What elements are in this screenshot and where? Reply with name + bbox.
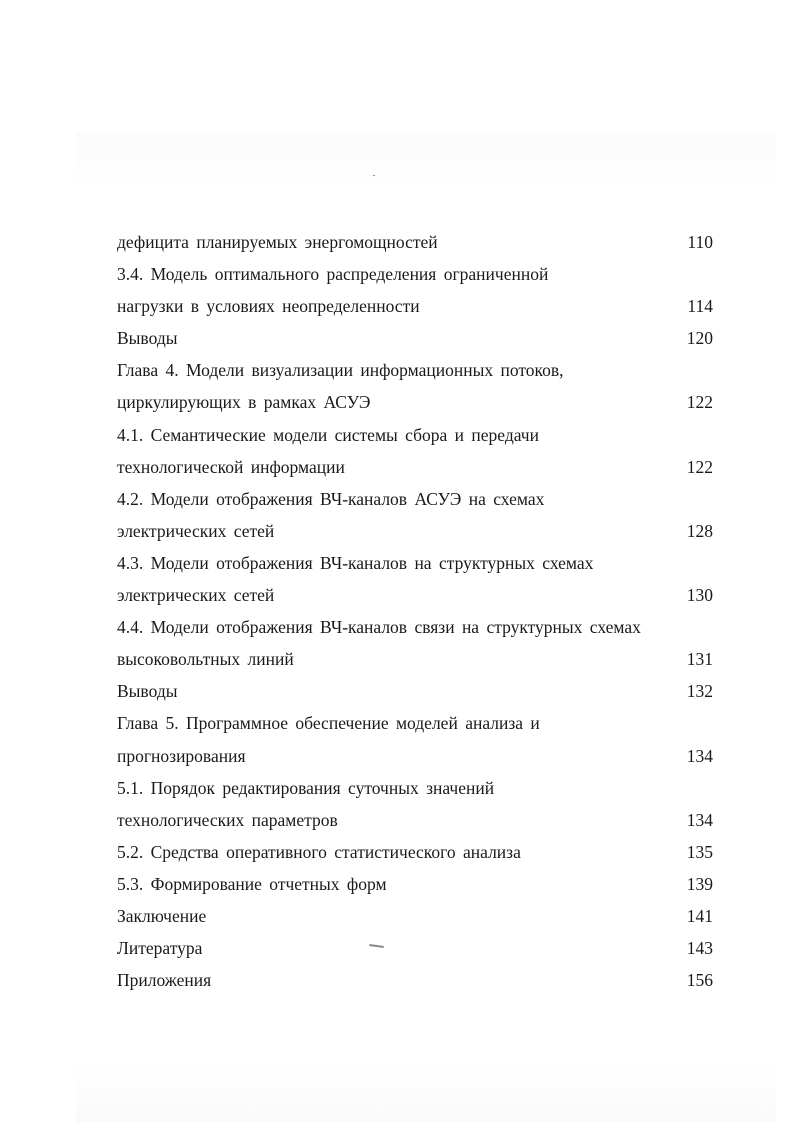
toc-row [117,322,713,354]
toc-row [117,868,713,900]
toc-page-number: 156 [686,970,713,991]
toc-row [117,515,713,547]
toc-entry-text: Глава 5. Программное обеспечение моделей анализа и [117,713,540,734]
toc-entry-text: Выводы [117,681,178,702]
toc-page-number: 128 [686,520,713,541]
toc-row [117,419,713,451]
toc-entry-text: циркулирующих в рамках АСУЭ [117,392,371,413]
toc-entry-text: Приложения [117,970,212,991]
toc-row [117,804,713,836]
toc-entry-text: 3.4. Модель оптимального распределения ограниченной [117,264,549,285]
toc-entry-text: высоковольтных линий [117,649,294,670]
toc-page-number: 134 [686,809,713,830]
toc-row [117,772,713,804]
toc-entry-text: Глава 4. Модели визуализации информационных потоков, [117,360,564,381]
toc-row [117,643,713,675]
toc-entry-text: 5.1. Порядок редактирования суточных значений [117,777,495,798]
toc-page-number: 132 [686,681,713,702]
toc-row [117,226,713,258]
toc-entry-text: 4.1. Семантические модели системы сбора и передачи [117,424,539,445]
table-of-contents [117,226,713,996]
toc-page-number: 141 [686,905,713,926]
toc-entry-text: 5.3. Формирование отчетных форм [117,873,387,894]
toc-row [117,290,713,322]
toc-entry-text: Заключение [117,905,207,926]
toc-page-number: 131 [686,649,713,670]
toc-page-number: 139 [686,873,713,894]
toc-page-number: 110 [687,232,713,252]
toc-page-number: 130 [686,585,713,606]
toc-row [117,740,713,772]
toc-page-number: 120 [686,328,713,349]
toc-row [117,483,713,515]
scan-speck [373,175,375,176]
toc-entry-text: электрических сетей [117,585,275,606]
toc-row [117,547,713,579]
toc-entry-text: 5.2. Средства оперативного статистического анализа [117,841,521,862]
toc-entry-text: электрических сетей [117,520,275,541]
toc-entry-text: технологической информации [117,456,345,477]
toc-entry-text: нагрузки в условиях неопределенности [117,296,420,317]
toc-entry-text: технологических параметров [117,809,338,830]
toc-row [117,675,713,707]
toc-entry-text: Литература [117,938,203,959]
toc-page-number: 134 [686,745,713,766]
toc-entry-text: прогнозирования [117,745,246,766]
toc-row [117,354,713,386]
toc-page-number: 135 [686,841,713,862]
toc-entry-text: 4.3. Модели отображения ВЧ-каналов на структурных схемах [117,552,594,573]
toc-row [117,611,713,643]
toc-entry-text: Выводы [117,328,178,349]
toc-entry-text: 4.4. Модели отображения ВЧ-каналов связи на структурных схемах [117,617,641,638]
toc-row [117,386,713,418]
toc-page-number: 143 [686,938,713,959]
toc-row [117,964,713,996]
toc-row [117,258,713,290]
toc-row [117,836,713,868]
toc-row [117,900,713,932]
toc-entry-text: дефицита планируемых энергомощностей [117,232,438,252]
toc-row [117,707,713,739]
toc-page-number: 114 [687,296,713,317]
toc-row [117,451,713,483]
toc-entry-text: 4.2. Модели отображения ВЧ-каналов АСУЭ на схемах [117,488,545,509]
toc-row [117,579,713,611]
toc-page-number: 122 [686,456,713,477]
toc-page-number: 122 [686,392,713,413]
toc-row [117,932,713,964]
